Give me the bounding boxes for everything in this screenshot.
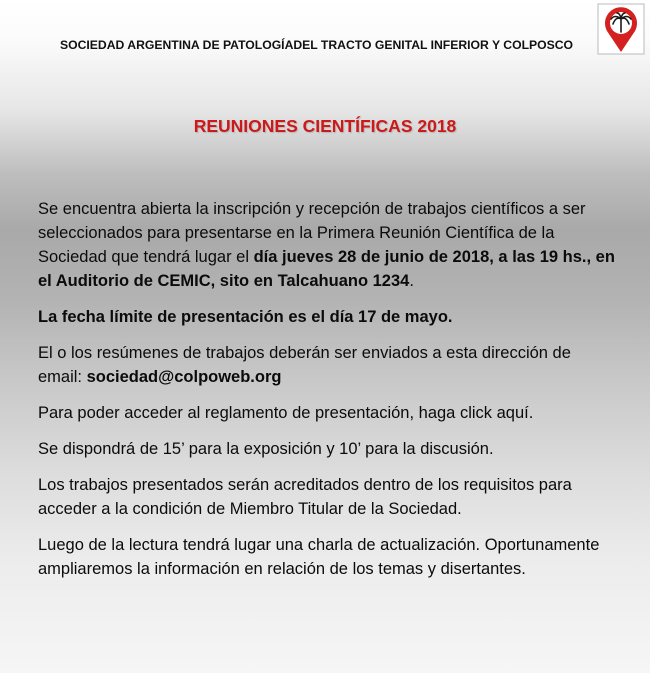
paragraph-text: . xyxy=(409,272,414,290)
palm-tree-pin-logo-icon xyxy=(597,3,645,55)
paragraph-text: Los trabajos presentados serán acreditados dentro de los requisitos para acceder a la condición de Miembro Titular de la Sociedad. xyxy=(38,476,572,518)
paragraph-deadline xyxy=(38,305,618,329)
deadline-text: La fecha límite de presentación es el día 17 de mayo. xyxy=(38,308,453,326)
paragraph-closing xyxy=(38,533,618,581)
paragraph-text: Luego de la lectura tendrá lugar una charla de actualización. Oportunamente ampliaremos la información en relación de los temas y disertantes. xyxy=(38,536,600,578)
paragraph-rules-link xyxy=(38,401,618,425)
paragraph-text: El o los resúmenes de trabajos deberán ser enviados a esta dirección de email: xyxy=(38,344,571,386)
paragraph-time xyxy=(38,437,618,461)
announcement-body xyxy=(38,197,618,593)
rules-link-text[interactable]: Para poder acceder al reglamento de presentación, haga click aquí. xyxy=(38,404,534,422)
page-header xyxy=(0,0,650,70)
contact-email: sociedad@colpoweb.org xyxy=(86,368,282,386)
paragraph-email xyxy=(38,341,618,389)
organization-name: SOCIEDAD ARGENTINA DE PATOLOGÍADEL TRACTO GENITAL INFERIOR Y COLPOSCO xyxy=(60,38,574,52)
page-title: REUNIONES CIENTÍFICAS 2018 xyxy=(193,116,457,136)
paragraph-text: Se dispondrá de 15’ para la exposición y 10’ para la discusión. xyxy=(38,440,494,458)
paragraph-text: Se encuentra abierta la inscripción y recepción de trabajos científicos a ser seleccionados para presentarse en la Primera Reunión Científica de la Sociedad que tendrá lugar el xyxy=(38,200,586,266)
paragraph-registration xyxy=(38,197,618,293)
event-details: día jueves 28 de junio de 2018, a las 19 hs., en el Auditorio de CEMIC, sito en Talcahuano 1234 xyxy=(38,248,615,290)
paragraph-accreditation xyxy=(38,473,618,521)
